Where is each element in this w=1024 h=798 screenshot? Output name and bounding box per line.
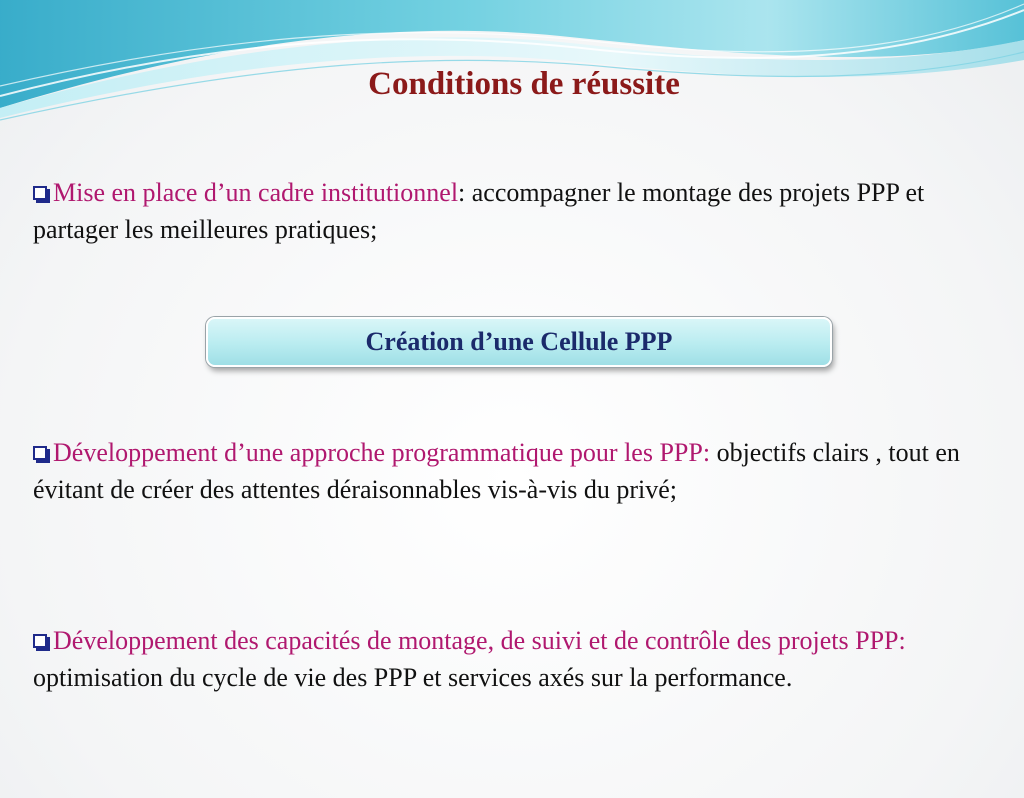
bullet-lead: Développement des capacités de montage, de suivi et de contrôle des projets PPP:: [53, 626, 906, 655]
callout-label: Création d’une Cellule PPP: [365, 327, 673, 356]
bullet-text: : accompagner le montage des projets PPP et partager les meilleures pratiques;: [33, 178, 925, 244]
bullet-institutional-framework: [33, 174, 988, 248]
cellule-ppp-callout: [206, 317, 832, 367]
bullet-lead: Mise en place d’un cadre institutionnel: [53, 178, 459, 207]
bullet-programmatic-approach: [33, 434, 988, 508]
header-wave-decoration: [0, 0, 1024, 130]
bullet-text: objectifs clairs , tout en évitant de créer des attentes déraisonnables vis-à-vis du privé;: [33, 438, 960, 504]
checkbox-bullet-icon: [33, 186, 47, 200]
bullet-text: optimisation du cycle de vie des PPP et services axés sur la performance.: [33, 663, 793, 692]
slide-title: Conditions de réussite: [368, 66, 680, 102]
checkbox-bullet-icon: [33, 446, 47, 460]
bullet-capacity-building: [33, 622, 988, 696]
bullet-lead: Développement d’une approche programmatique pour les PPP:: [53, 438, 711, 467]
checkbox-bullet-icon: [33, 634, 47, 648]
